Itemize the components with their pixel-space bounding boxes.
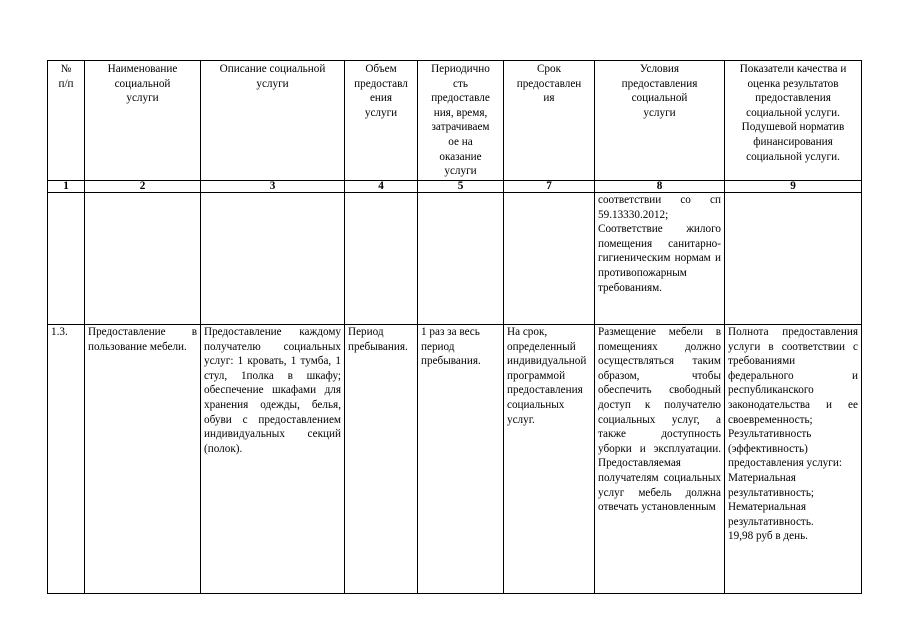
table-row-1-3	[48, 325, 862, 594]
header-text: предоставления	[755, 92, 831, 105]
header-text: услуги	[643, 106, 676, 119]
quality-text: Материальная результативность;	[728, 471, 815, 499]
header-term	[504, 61, 595, 181]
header-number	[48, 61, 85, 181]
row-number-cell: 1.3.	[48, 325, 85, 594]
conditions-cell: Размещение мебели в помещениях должно осуществляться таким образом, чтобы обеспечить свободный доступ к получателю социальных услуг, а также доступность уборки и эксплуатации. Предоставляемая получателям социальных услуг мебель должна отвечать установленным	[595, 325, 725, 594]
table-cell	[201, 193, 345, 325]
header-text: п/п	[58, 77, 74, 90]
header-row	[48, 61, 862, 181]
table-cell	[85, 193, 201, 325]
header-text: затрачиваем	[431, 121, 490, 134]
column-number: 8	[595, 181, 725, 193]
header-text: финансирования	[753, 135, 833, 148]
quality-text: Полнота предоставления услуги в соответствии с требованиями федерального и республиканского законодательства и ее своевременность;	[728, 326, 858, 426]
header-text: Показатели качества и	[739, 63, 847, 75]
column-number: 5	[418, 181, 504, 193]
header-text: Срок	[536, 63, 562, 75]
column-number: 7	[504, 181, 595, 193]
header-service-description	[201, 61, 345, 181]
quality-text: Нематериальная результативность.	[728, 501, 814, 528]
table-cell	[48, 193, 85, 325]
header-text: предоставлен	[516, 77, 582, 90]
header-text: услуги	[256, 77, 289, 90]
table-cell	[725, 193, 862, 325]
table-cell	[504, 193, 595, 325]
header-text: ия	[543, 92, 555, 105]
header-quality	[725, 61, 862, 181]
header-text: ое на	[448, 135, 473, 148]
header-text: №	[60, 63, 72, 75]
social-services-table	[47, 60, 862, 594]
column-number: 4	[345, 181, 418, 193]
header-text: Описание социальной	[219, 63, 326, 75]
header-text: социальной	[114, 77, 171, 90]
service-name-cell: Предоставление в пользование мебели.	[85, 325, 201, 594]
header-text: оказание	[439, 150, 482, 163]
column-number: 1	[48, 181, 85, 193]
header-text: услуги	[364, 106, 398, 119]
periodicity-cell: 1 раз за весь период пребывания.	[418, 325, 504, 594]
header-text: Объем	[365, 63, 397, 75]
conditions-cell: соответствии со сп 59.13330.2012; Соответствие жилого помещения санитарно-гигиеническим нормам и противопожарным требованиям.	[595, 193, 725, 325]
term-cell: На срок, определенный индивидуальной программой предоставления социальных услуг.	[504, 325, 595, 594]
header-text: Условия	[639, 63, 680, 75]
header-text: услуги	[444, 165, 477, 178]
quality-cell	[725, 325, 862, 594]
header-text: ения	[369, 92, 393, 105]
table-row-continuation	[48, 193, 862, 325]
funding-norm-text: 19,98 руб в день.	[728, 530, 808, 543]
column-number: 3	[201, 181, 345, 193]
column-number: 9	[725, 181, 862, 193]
header-text: социальной	[631, 92, 688, 105]
header-volume	[345, 61, 418, 181]
header-text: предоставле	[431, 92, 490, 105]
volume-cell: Период пребывания.	[345, 325, 418, 594]
header-text: социальной услуги.	[746, 106, 840, 119]
header-periodicity	[418, 61, 504, 181]
header-text: Подушевой норматив	[741, 121, 845, 134]
header-text: Наименование	[107, 63, 178, 75]
quality-text: Результативность (эффективность) предоставления услуги:	[728, 428, 842, 470]
column-number-row	[48, 181, 862, 193]
table-cell	[345, 193, 418, 325]
header-text: предоставления	[621, 77, 698, 90]
header-service-name	[85, 61, 201, 181]
service-description-cell: Предоставление каждому получателю социальных услуг: 1 кровать, 1 тумба, 1 стул, 1полка в шкафу; обеспечение шкафами для хранения одежды, белья, обуви с предоставлением индивидуальных секций (полок).	[201, 325, 345, 594]
header-text: Периодично	[431, 63, 490, 75]
column-number: 2	[85, 181, 201, 193]
header-text: сть	[453, 77, 468, 90]
header-text: предоставл	[354, 77, 408, 90]
header-conditions	[595, 61, 725, 181]
header-text: услуги	[126, 92, 159, 105]
header-text: оценка результатов	[747, 77, 839, 90]
table-cell	[418, 193, 504, 325]
header-text: ния, время,	[433, 106, 488, 119]
header-text: социальной услуги.	[746, 150, 840, 163]
